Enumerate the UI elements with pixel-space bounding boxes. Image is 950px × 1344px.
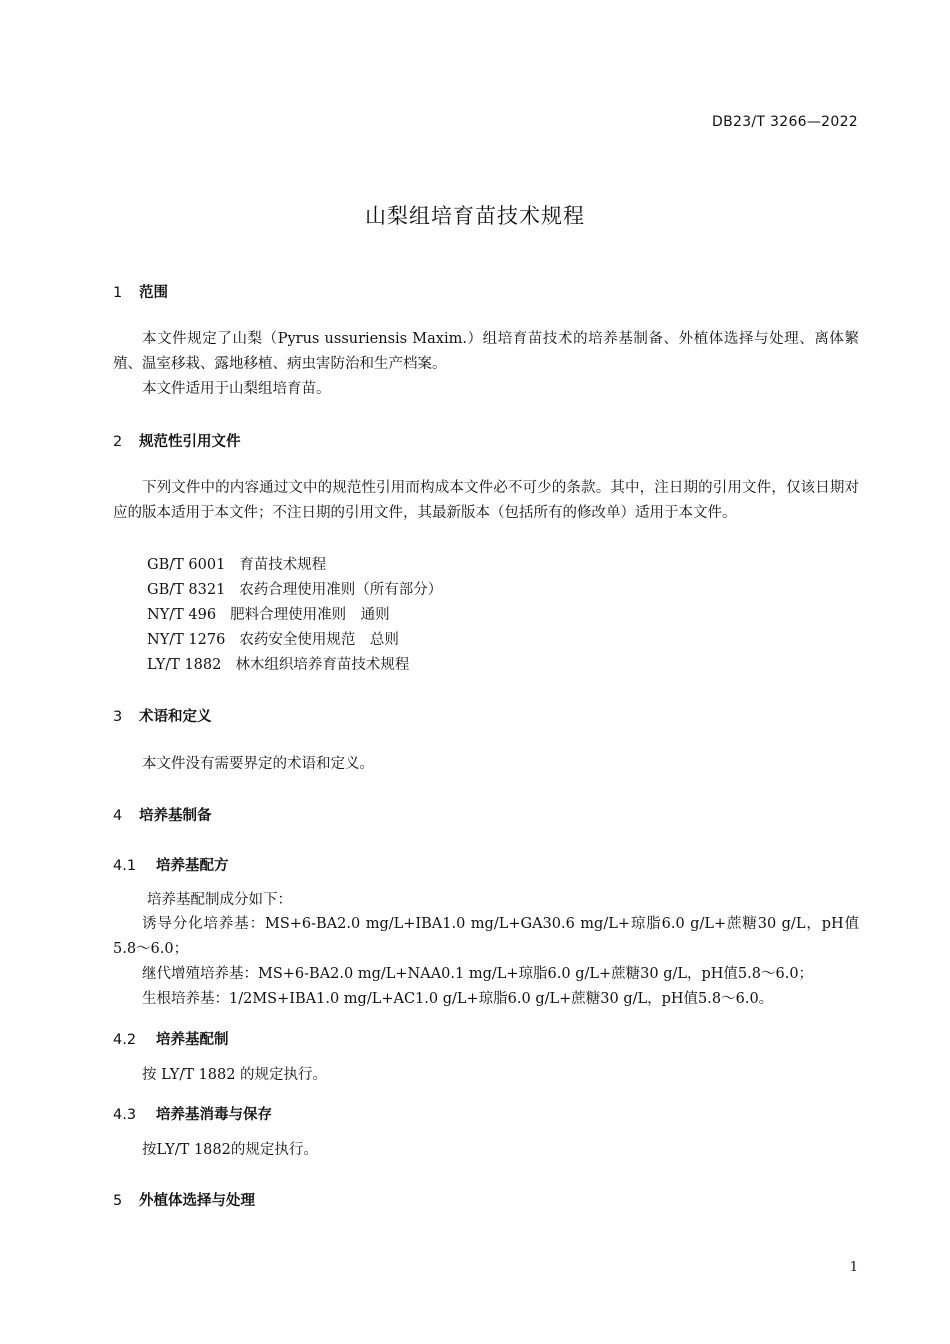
section-4-3-heading [113, 1103, 272, 1124]
reference-item [147, 578, 442, 599]
reference-item [147, 653, 409, 674]
formula-subculture-medium: 继代增殖培养基：MS+6-BA2.0 mg/L+NAA0.1 mg/L+琼脂6.0 g/L+蔗糖30 g/L，pH值5.8～6.0； [142, 966, 814, 982]
formula-intro: 培养基配制成分如下： [147, 892, 292, 908]
section-title: 培养基配方 [156, 858, 229, 874]
reference-name: 农药合理使用准则（所有部分） [239, 582, 443, 598]
document-code: DB23/T 3266—2022 [712, 114, 858, 130]
section-title: 范围 [139, 285, 168, 301]
reference-name: 育苗技术规程 [239, 557, 327, 573]
section-number: 5 [113, 1193, 123, 1209]
document-title: 山梨组培育苗技术规程 [365, 204, 585, 228]
section-number: 2 [113, 434, 123, 450]
reference-code: GB/T 6001 [147, 557, 226, 573]
formula-induction-medium: 诱导分化培养基：MS+6-BA2.0 mg/L+IBA1.0 mg/L+GA30.6 mg/L+琼脂6.0 g/L+蔗糖30 g/L，pH值5.8～6.0； [113, 916, 859, 957]
section-4-2-heading [113, 1028, 229, 1049]
section-2-heading [113, 430, 241, 451]
section-4-heading [113, 804, 212, 825]
section-4-2-paragraph: 按 LY/T 1882 的规定执行。 [142, 1067, 328, 1083]
reference-item [147, 603, 390, 624]
section-title: 外植体选择与处理 [139, 1193, 255, 1209]
section-number: 4.3 [113, 1107, 137, 1123]
section-number: 4.2 [113, 1032, 137, 1048]
reference-name: 农药安全使用规范 总则 [239, 632, 399, 648]
section-number: 4 [113, 808, 123, 824]
section-5-heading [113, 1189, 255, 1210]
section-3-paragraph-1: 本文件没有需要界定的术语和定义。 [142, 756, 374, 772]
section-1-paragraph-1: 本文件规定了山梨（Pyrus ussuriensis Maxim.）组培育苗技术的培养基制备、外植体选择与处理、离体繁殖、温室移栽、露地移植、病虫害防治和生产档案。 [113, 331, 859, 372]
reference-code: LY/T 1882 [147, 657, 222, 673]
reference-item [147, 628, 399, 649]
reference-code: NY/T 1276 [147, 632, 226, 648]
reference-code: NY/T 496 [147, 607, 217, 623]
section-title: 规范性引用文件 [139, 434, 241, 450]
section-1-heading [113, 281, 168, 302]
reference-item [147, 553, 326, 574]
section-number: 4.1 [113, 858, 137, 874]
section-3-heading [113, 705, 212, 726]
section-title: 培养基配制 [156, 1032, 229, 1048]
section-1-paragraph-2: 本文件适用于山梨组培育苗。 [142, 381, 331, 397]
section-title: 培养基制备 [139, 808, 212, 824]
section-title: 培养基消毒与保存 [156, 1107, 272, 1123]
section-number: 1 [113, 285, 123, 301]
reference-code: GB/T 8321 [147, 582, 226, 598]
reference-name: 肥料合理使用准则 通则 [230, 607, 390, 623]
section-2-paragraph-1: 下列文件中的内容通过文中的规范性引用而构成本文件必不可少的条款。其中，注日期的引用文件，仅该日期对应的版本适用于本文件；不注日期的引用文件，其最新版本（包括所有的修改单）适用于本文件。 [113, 480, 859, 521]
section-4-1-heading [113, 854, 229, 875]
section-4-3-paragraph: 按LY/T 1882的规定执行。 [142, 1142, 318, 1158]
section-number: 3 [113, 709, 123, 725]
formula-rooting-medium: 生根培养基：1/2MS+IBA1.0 mg/L+AC1.0 g/L+琼脂6.0 g/L+蔗糖30 g/L，pH值5.8～6.0。 [142, 991, 774, 1007]
page-number: 1 [849, 1260, 858, 1275]
section-title: 术语和定义 [139, 709, 212, 725]
reference-name: 林木组织培养育苗技术规程 [235, 657, 410, 673]
